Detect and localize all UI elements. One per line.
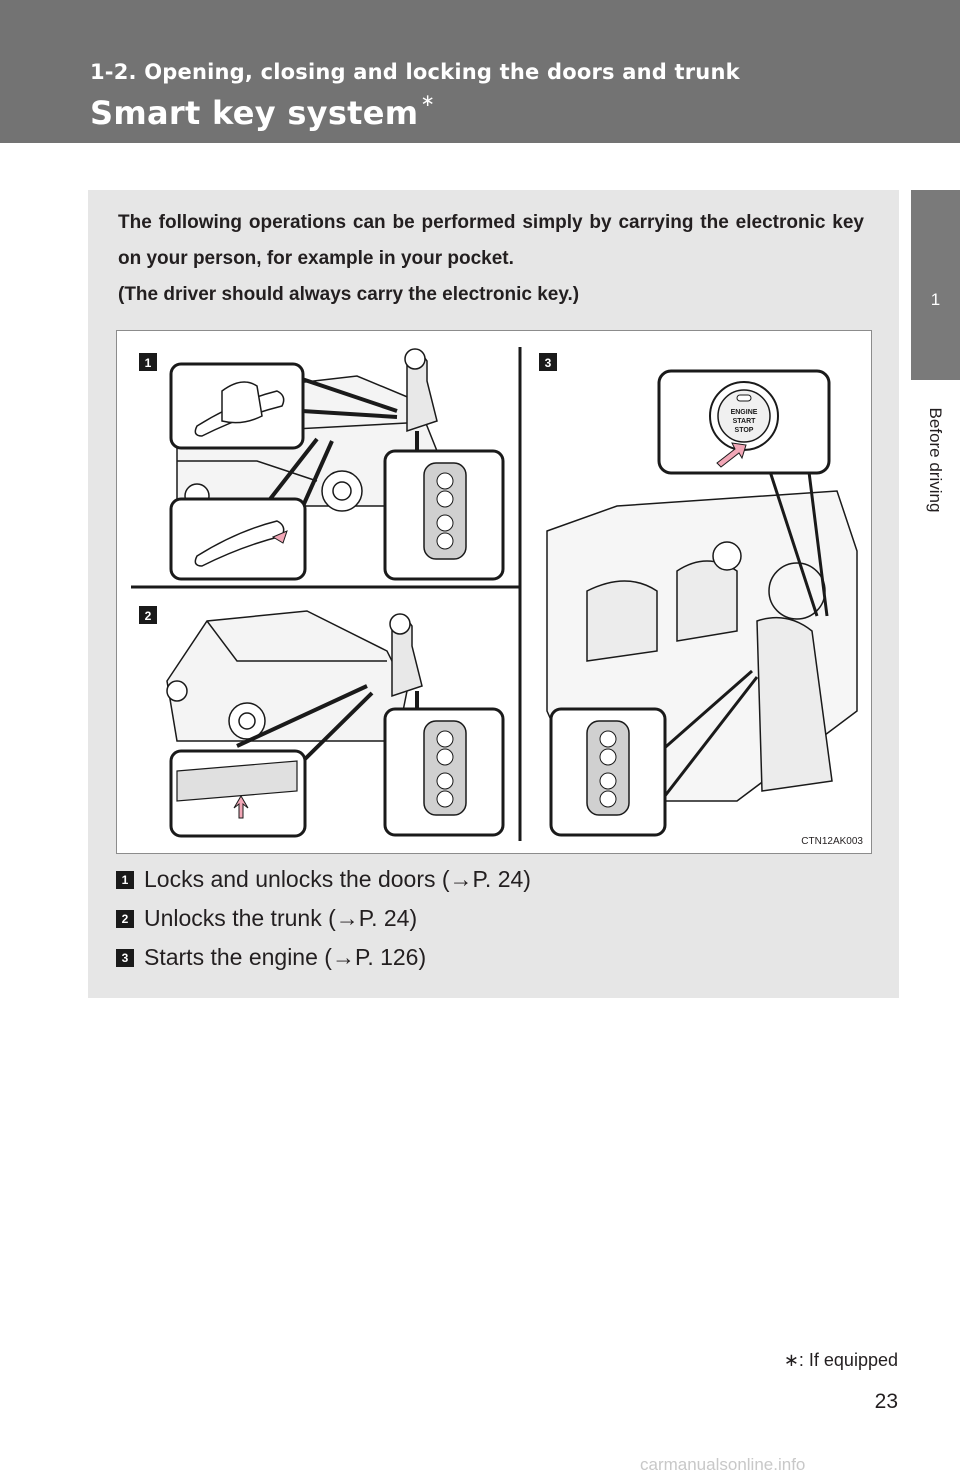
marker-3 — [539, 353, 557, 371]
illustration-drawing — [117, 331, 873, 855]
intro-note: (The driver should always carry the electronic key.) — [118, 284, 580, 305]
section-heading: 1-2. Opening, closing and locking the doors and trunk — [90, 60, 740, 84]
engine-button-label-engine: ENGINE — [730, 409, 758, 416]
legend-item — [116, 860, 816, 899]
chapter-tab — [911, 190, 960, 380]
legend-text-3: Starts the engine (→P. 126) — [144, 944, 427, 970]
page-title — [90, 91, 435, 132]
legend-number-3: 3 — [116, 949, 134, 967]
engine-button-label-start: START — [732, 418, 756, 425]
legend-item — [116, 899, 816, 938]
page-number: 23 — [874, 1390, 898, 1413]
svg-text:3: 3 — [544, 356, 552, 370]
footnote: ∗: If equipped — [783, 1350, 898, 1370]
smart-key-illustration — [116, 330, 872, 854]
intro-text — [118, 205, 864, 313]
legend-number-1: 1 — [116, 871, 134, 889]
legend-item — [116, 938, 816, 977]
engine-button-label-stop: STOP — [734, 427, 754, 434]
intro-paragraph: The following operations can be performed simply by carrying the electronic key on your person, for example in your pocket. — [118, 212, 864, 269]
svg-text:2: 2 — [144, 609, 152, 623]
watermark: carmanualsonline.info — [640, 1455, 806, 1474]
svg-text:1: 1 — [144, 356, 152, 370]
chapter-header — [0, 0, 960, 143]
legend-text-2: Unlocks the trunk (→P. 24) — [144, 905, 418, 931]
chapter-tab-label: Before driving — [926, 407, 945, 513]
legend-list — [116, 860, 816, 977]
key-fob-2 — [385, 691, 503, 835]
chapter-tab-number: 1 — [930, 290, 941, 309]
marker-1 — [139, 353, 157, 371]
if-equipped-mark: ∗ — [420, 91, 435, 112]
legend-number-2: 2 — [116, 910, 134, 928]
page-title-text: Smart key system — [90, 94, 419, 132]
key-fob-1 — [385, 431, 503, 579]
legend-text-1: Locks and unlocks the doors (→P. 24) — [144, 866, 531, 892]
marker-2 — [139, 606, 157, 624]
figure-code: CTN12AK003 — [801, 836, 863, 847]
